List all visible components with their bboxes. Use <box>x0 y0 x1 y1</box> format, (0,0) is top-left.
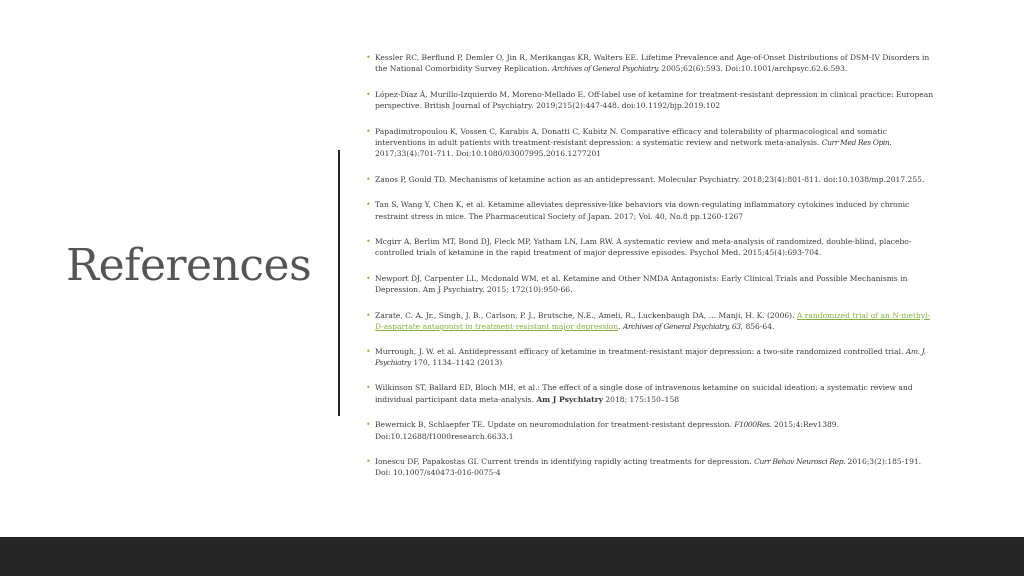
reference-item <box>366 456 934 479</box>
journal-name: Curr Med Res Opin. <box>821 138 892 148</box>
reference-text: López-Díaz Á, Murillo-Izquierdo M, Moreno-Mellado E. Off-label use of ketamine for treatment-resistant depression in clinical practice: European perspective. British Journal of Psychiatry. 2019;215(2):447-448. doi:10.1192/bjp.2019.102 <box>375 89 934 111</box>
reference-text: Tan S, Wang Y, Chen K, et al. Ketamine alleviates depressive-like behaviors via down-regulating inflammatory cytokines induced by chronic restraint stress in mice. The Pharmaceutical Society of Japan. 2017; Vol. 40, No.8 pp.1260-1267 <box>375 200 910 221</box>
reference-item <box>366 273 934 296</box>
reference-item <box>366 52 934 75</box>
reference-text: Bewernick B, Schlaepfer TE. Update on neuromodulation for treatment-resistant depression. <box>375 420 735 430</box>
journal-name: Archives of General Psychiatry. <box>552 64 659 74</box>
citation-details: 170, 1134–1142 (2013) <box>410 357 503 367</box>
reference-text: Zarate, C. A. Jr., Singh, J. B., Carlson, P. J., Brutsche, N.E., Ameli, R., Luckenbaugh DA, … Manji, H. K. (2006). <box>375 310 797 320</box>
reference-item <box>366 199 934 222</box>
reference-item <box>366 236 934 259</box>
citation-details: 2017;33(4):701-711. Doi:10.1080/03007995.2016.1277201 <box>375 149 602 159</box>
slide-title: References <box>66 240 312 291</box>
journal-name: F1000Res. <box>734 420 772 430</box>
citation-details: , 856-64. <box>740 322 775 332</box>
journal-name: Archives of General Psychiatry, 63 <box>622 322 741 332</box>
reference-text: Murrough, J. W. et al. Antidepressant efficacy of ketamine in treatment-resistant major depression: a two-site randomized controlled trial. <box>375 346 906 356</box>
footer-bar <box>0 537 1024 576</box>
article-link[interactable]: A randomized trial of an N-methyl-D-aspartate antagonist in treatment-resistant major depression <box>375 310 931 332</box>
reference-text: Zanos P, Gould TD. Mechanisms of ketamine action as an antidepressant. Molecular Psychiatry. 2018;23(4):801-811. doi:10.1038/mp.2017.255. <box>375 174 925 184</box>
reference-item <box>366 419 934 442</box>
citation-details: 2016;3(2):185-191. Doi: 10.1007/s40473-016-0075-4 <box>375 456 922 478</box>
reference-text: Papadimitropoulou K, Vossen C, Karabis A, Donatti C, Kubitz N. Comparative efficacy and tolerability of pharmacological and somatic interventions in adult patients with treatment-resistant depression: a systematic review and network meta-analysis. <box>375 126 887 148</box>
journal-name: Am. J. Psychiatry <box>375 346 926 367</box>
reference-item <box>366 346 934 369</box>
reference-item <box>366 126 934 160</box>
citation-details: 2018; 175:150–158 <box>602 394 680 404</box>
reference-item <box>366 382 934 405</box>
citation-details: 2015;4:Rev1389. Doi:10.12688/f1000research.6633.1 <box>375 420 840 441</box>
reference-text: Kessler RC, Berflund P, Demler O, Jin R, Merikangas KR, Walters EE. Lifetime Prevalence and Age-of-Onset Distributions of DSM-IV Disorders in the National Comorbidity Survey Replication. <box>375 53 930 74</box>
reference-item <box>366 310 934 333</box>
journal-name: Am J Psychiatry <box>536 394 603 404</box>
reference-text: Mcgirr A, Berlim MT, Bond DJ, Fleck MP, Yatham LN, Lam RW. A systematic review and meta-analysis of randomized, double-blind, placebo-controlled trials of ketamine in the rapid treatment of major depressive episodes. Psychol Med. 2015;45(4):693-704. <box>375 237 912 258</box>
journal-name: Curr Behav Neurosci Rep. <box>754 456 846 466</box>
reference-list <box>366 52 934 493</box>
title-divider <box>338 150 340 416</box>
reference-item <box>366 174 934 185</box>
reference-text: Ionescu DF, Papakostas GI. Current trends in identifying rapidly acting treatments for depression. <box>375 456 755 466</box>
reference-item <box>366 89 934 112</box>
reference-text: . <box>618 322 623 332</box>
reference-text: Wilkinson ST, Ballard ED, Bloch MH, et al.: The effect of a single dose of intravenous ketamine on suicidal ideation: a systematic review and individual participant data meta-analysis. <box>375 383 913 404</box>
citation-details: 2005;62(6):593. Doi:10.1001/archpsyc.62.6.593. <box>659 64 848 74</box>
reference-text: Newport DJ, Carpenter LL, Mcdonald WM, et al. Ketamine and Other NMDA Antagonists: Early Clinical Trials and Possible Mechanisms in Depression. Am J Psychiatry. 2015; 172(10):950-66. <box>375 273 908 295</box>
